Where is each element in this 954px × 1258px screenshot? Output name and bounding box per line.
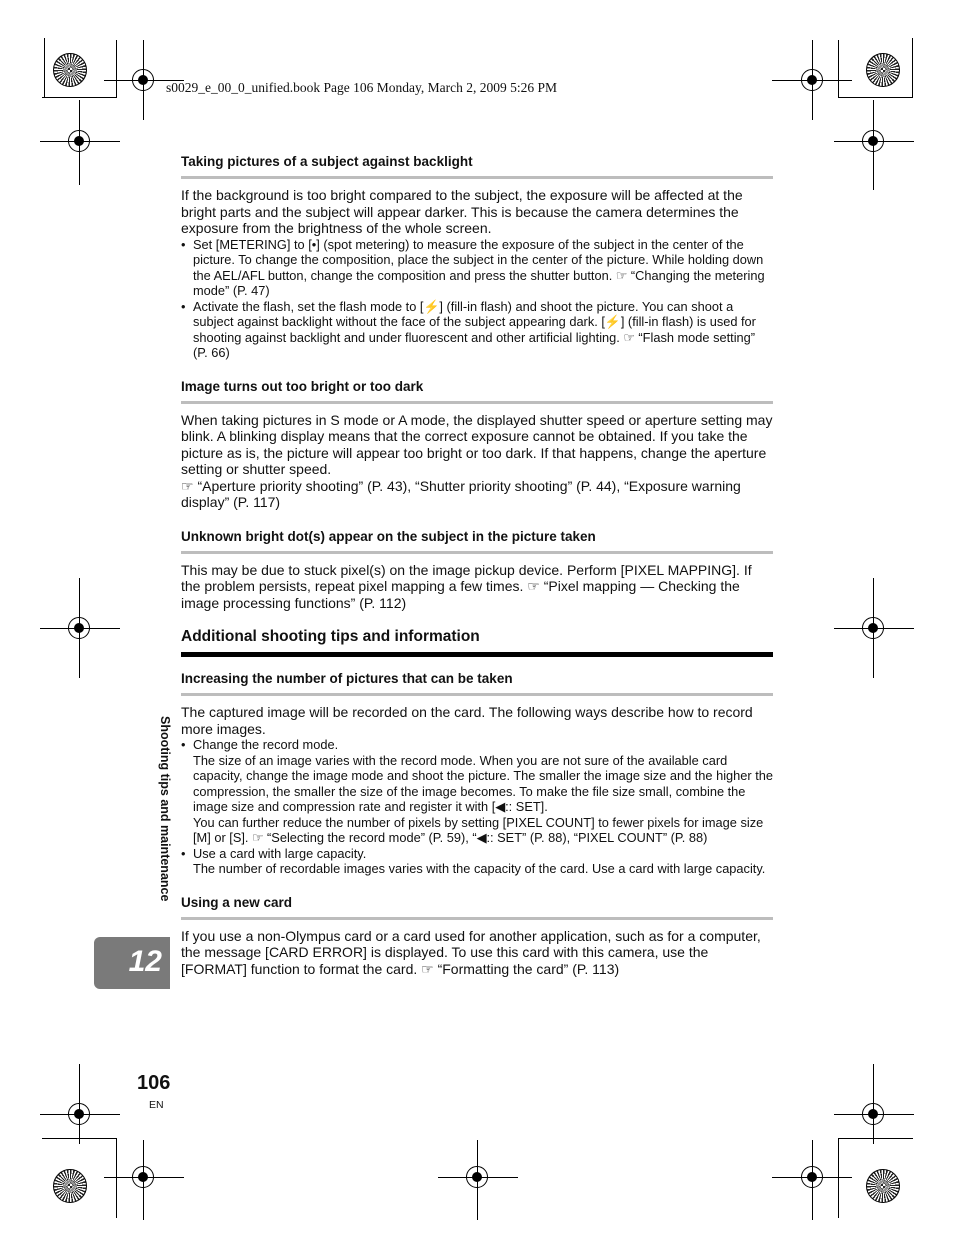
main-content	[181, 150, 773, 977]
bullet-item: • Set [METERING] to [•] (spot metering) to measure the exposure of the subject in the center of the picture. To change the composition, place the subject in the center of the picture. While holding down the AEL/AFL button, change the composition and press the shutter button. ☞ “Changing the metering mode” (P. 47)	[181, 237, 773, 299]
heading-rule	[181, 917, 773, 920]
bullet-detail: You can further reduce the number of pixels by setting [PIXEL COUNT] to fewer pixels for image size [M] or [S]. ☞ “Selecting the record mode” (P. 59), “◀:: SET” (P. 88), “PIXEL COUNT” (P. 88)	[193, 814, 764, 845]
language-code: EN	[149, 1099, 164, 1111]
section-heading: Using a new card	[181, 894, 293, 910]
section-heading: Increasing the number of pictures that can be taken	[181, 671, 513, 686]
heading-rule	[181, 693, 773, 696]
section-additional	[181, 628, 773, 657]
heading-rule	[181, 551, 773, 554]
reference: ☞ “Aperture priority shooting” (P. 43), “Shutter priority shooting” (P. 44), “Exposure warning display” (P. 117)	[181, 477, 741, 510]
section-new-card	[181, 891, 773, 978]
bullet-detail: The size of an image varies with the record mode. When you are not sure of the available card capacity, change the image mode and shoot the picture. The smaller the image size and the higher the compression, the smaller the size of the image becomes. To make the file size small, combine the image size and compression rate and register it with [◀:: SET].	[193, 752, 774, 814]
paragraph: The captured image will be recorded on the card. The following ways describe how to record more images.	[181, 704, 753, 737]
paragraph: If the background is too bright compared to the subject, the exposure will be affected at the bright parts and the subject will appear darker. This is because the camera determines the exposure from the brightness of the whole screen.	[181, 187, 743, 236]
section-backlight	[181, 150, 773, 361]
chapter-tab	[94, 937, 170, 989]
paragraph: When taking pictures in S mode or A mode, the displayed shutter speed or aperture setting may blink. A blinking display means that the correct exposure cannot be obtained. If you take the picture as is, the picture will appear too bright or too dark. If that happens, change the aperture setting or shutter speed.	[181, 411, 773, 477]
bullet-item: • Use a card with large capacity.	[181, 846, 773, 862]
bullet-item: • Change the record mode.	[181, 737, 773, 753]
book-header-line: s0029_e_00_0_unified.book Page 106 Monday, March 2, 2009 5:26 PM	[166, 80, 557, 95]
section-increase	[181, 667, 773, 877]
major-heading: Additional shooting tips and information	[181, 628, 480, 645]
paragraph: If you use a non-Olympus card or a card used for another application, such as for a computer, the message [CARD ERROR] is displayed. To use this card with this camera, use the [FORMAT] function to format the card. ☞ “Formatting the card” (P. 113)	[181, 927, 761, 977]
paragraph: This may be due to stuck pixel(s) on the image pickup device. Perform [PIXEL MAPPING]. If the problem persists, repeat pixel mapping a few times. ☞ “Pixel mapping — Checking the image processing functions” (P. 112)	[181, 561, 752, 611]
heading-rule	[181, 176, 773, 179]
chapter-side-label	[154, 716, 174, 931]
major-heading-rule	[181, 652, 773, 657]
side-label-text: Shooting tips and maintenance	[158, 716, 172, 902]
chapter-number: 12	[128, 945, 162, 978]
section-bright-dark	[181, 375, 773, 511]
section-bright-dots	[181, 525, 773, 612]
bullet-detail: The number of recordable images varies with the capacity of the card. Use a card with large capacity.	[193, 861, 766, 876]
section-heading: Taking pictures of a subject against backlight	[181, 154, 473, 169]
bullet-item: • Activate the flash, set the flash mode to [⚡] (fill-in flash) and shoot the picture. You can shoot a subject against backlight without the face of the subject appearing dark. [⚡] (fill-in flash) is used for shooting against backlight and under fluorescent and other artificial lighting. ☞ “Flash mode setting” (P. 66)	[181, 299, 773, 361]
page-number: 106	[137, 1072, 171, 1094]
section-heading: Unknown bright dot(s) appear on the subject in the picture taken	[181, 528, 596, 544]
section-heading: Image turns out too bright or too dark	[181, 378, 424, 394]
heading-rule	[181, 401, 773, 404]
